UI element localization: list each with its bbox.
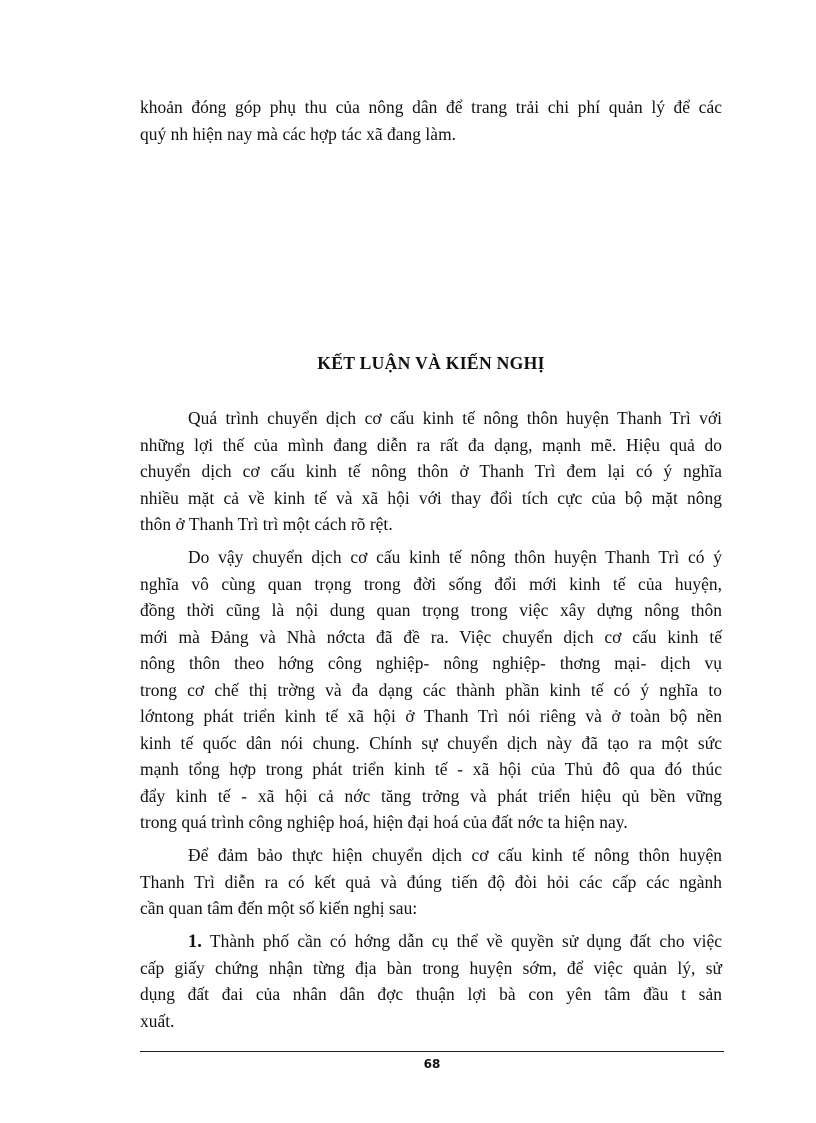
p1-line-1: Quá trình chuyển dịch cơ cấu kinh tế nông thôn huyện Thanh Trì với [188,408,722,428]
p2-line-8: kinh tế quốc dân nói chung. Chính sự chuyển dịch này đã tạo ra một sức [140,733,722,753]
p3-line-2: Thanh Trì diễn ra có kết quả và đúng tiến độ đòi hỏi các cấp các ngành [140,872,722,892]
p2-line-4: mới mà Đảng và Nhà nớcta đã đề ra. Việc chuyển dịch cơ cấu kinh tế [140,627,722,647]
p1-line-3: chuyển dịch cơ cấu kinh tế nông thôn ở Thanh Trì đem lại có ý nghĩa [140,461,722,481]
p1-line-5: thôn ở Thanh Trì trì một cách rõ rệt. [140,514,393,534]
p2-line-7: lớntong phát triển kinh tế xã hội ở Thanh Trì nói riêng và ở toàn bộ nền [140,706,722,726]
recommendation-1-number: 1. [188,932,202,952]
p2-line-5: nông thôn theo hớng công nghiệp- nông nghiệp- thơng mại- dịch vụ [140,653,722,673]
p3-line-1: Để đảm bảo thực hiện chuyển dịch cơ cấu kinh tế nông thôn huyện [188,845,722,865]
intro-line-2: quý nh hiện nay mà các hợp tác xã đang làm. [140,124,457,144]
recommendation-1-line-3: dụng đất đai của nhân dân đợc thuận lợi bà con yên tâm đầu t sản [140,984,722,1004]
footer-divider [140,1051,724,1052]
recommendation-1-text: Thành phố cần có hớng dẫn cụ thể về quyền sử dụng đất cho việc [209,931,722,951]
p2-line-11: trong quá trình công nghiệp hoá, hiện đại hoá của đất nớc ta hiện nay. [140,812,628,832]
section-title: KẾT LUẬN VÀ KIẾN NGHỊ [317,353,545,373]
page-number: 68 [423,1057,441,1071]
p1-line-2: những lợi thế của mình đang diễn ra rất đa dạng, mạnh mẽ. Hiệu quả do [140,435,722,455]
p2-line-1: Do vậy chuyển dịch cơ cấu kinh tế nông thôn huyện Thanh Trì có ý [188,547,722,567]
p1-line-4: nhiều mặt cả về kinh tế và xã hội với thay đổi tích cực của bộ mặt nông [140,488,722,508]
p2-line-2: nghĩa vô cùng quan trọng trong đời sống đổi mới kinh tế của huyện, [140,574,722,594]
p2-line-10: đẩy kinh tế - xã hội cả nớc tăng trởng và phát triển hiệu qủ bền vững [140,786,722,806]
intro-line-1: khoản đóng góp phụ thu của nông dân để trang trải chi phí quản lý để các [140,97,722,117]
p2-line-9: mạnh tổng hợp trong phát triển kinh tế - xã hội của Thủ đô qua đó thúc [140,759,722,779]
p2-line-6: trong cơ chế thị trờng và đa dạng các thành phần kinh tế có ý nghĩa to [140,680,722,700]
p2-line-3: đồng thời cũng là nội dung quan trọng trong việc xây dựng nông thôn [140,600,722,620]
p3-line-3: cần quan tâm đến một số kiến nghị sau: [140,898,418,918]
recommendation-1-line-1 [188,930,722,953]
recommendation-1-line-2: cấp giấy chứng nhận từng địa bàn trong huyện sớm, để việc quản lý, sử [140,958,722,978]
recommendation-1-line-4: xuất. [140,1011,175,1031]
